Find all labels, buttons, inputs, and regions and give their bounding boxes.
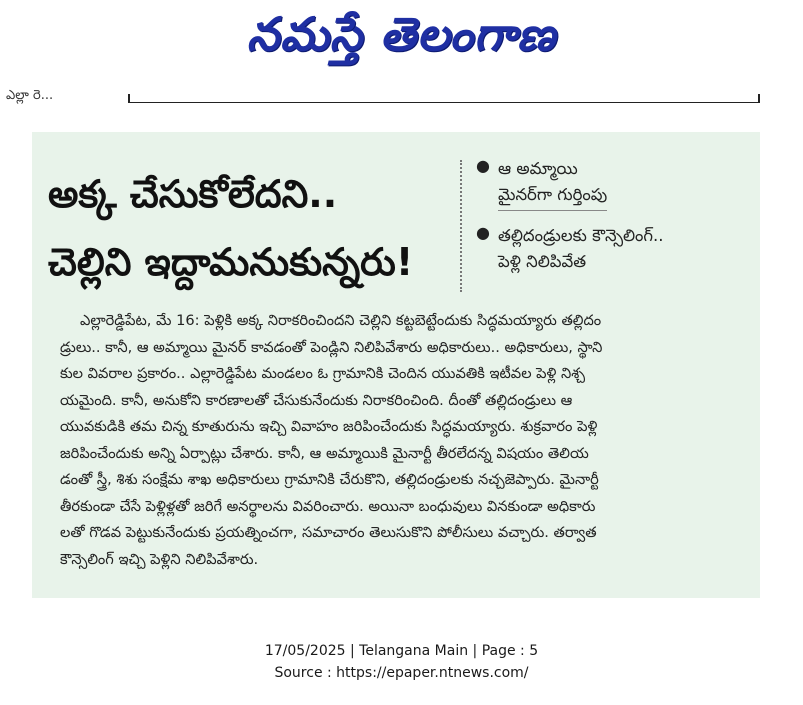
page-header-strip xyxy=(0,88,803,110)
masthead xyxy=(0,0,803,80)
body-line: లతో గొడవ పెట్టుకునేందుకు ప్రయత్నించగా, సమాచారం తెలుసుకొని పోలీసులు వచ్చారు. తర్వాత xyxy=(60,524,597,541)
body-line: కౌన్సెలింగ్ ఇచ్చి పెళ్లిని నిలిపివేశారు. xyxy=(60,550,259,568)
bullet-line: మైనర్‌గా గుర్తింపు xyxy=(498,182,607,211)
footer-date-edition: 17/05/2025 | Telangana Main | Page : 5 xyxy=(264,643,539,659)
body-line: జరిపించేందుకు అన్ని ఏర్పాట్లు చేశారు. కానీ, ఆ అమ్మాయికి మైనార్టీ తీరలేదన్న విషయం తెలియ xyxy=(60,444,589,462)
divider-tick-left xyxy=(128,94,130,103)
body-line: యువకుడికి తమ చిన్న కూతురును ఇచ్చి వివాహం జరిపించేందుకు సిద్ధమయ్యారు. శుక్రవారం పెళ్లి xyxy=(60,418,598,435)
headline-line-1: అక్క చేసుకోలేదని.. xyxy=(48,172,338,216)
body-line: తీరకుండా చేసే పెళ్లిళ్లతో జరిగే అనర్థాలను వివరించారు. అయినా బంధువులు వినకుండా అధికారు xyxy=(60,497,596,515)
bullet-line: ఆ అమ్మాయి xyxy=(498,159,578,178)
article-body xyxy=(60,308,750,573)
body-line: కుల వివరాల ప్రకారం.. ఎల్లారెడ్డిపేట మండలం ఓ గ్రామానికి చెందిన యువతికి ఇటీవల పెళ్లి నిశ్చ xyxy=(60,365,586,382)
bullet-line: పెళ్లి నిలిపివేత xyxy=(498,252,587,271)
body-line: యమైంది. కానీ, అనుకోని కారణాలతో చేసుకునేందుకు నిరాకరించింది. దీంతో తల్లిదండ్రులు ఆ xyxy=(60,391,573,409)
header-divider xyxy=(128,102,760,103)
footer-source: Source : https://epaper.ntnews.com/ xyxy=(274,665,529,681)
body-line: డ్రులు.. కానీ, ఆ అమ్మాయి మైనర్ కావడంతో పెండ్లిని నిలిపివేశారు అధికారులు.. అధికారులు, స్థాని xyxy=(60,338,603,356)
bullet-dot-icon: ● xyxy=(476,156,490,175)
headline xyxy=(48,160,488,296)
page-header-text: ఎల్లా రె... xyxy=(6,88,54,103)
divider-tick-right xyxy=(758,94,760,103)
body-line: డంతో స్త్రీ, శిశు సంక్షేమ శాఖ అధికారులు గ్రామానికి చేరుకొని, తల్లిదండ్రులకు నచ్చజెప్పారు. మైనార్టీ xyxy=(60,471,599,488)
article-clipping xyxy=(32,132,760,598)
headline-line-2: చెల్లిని ఇద్దామనుకున్నరు! xyxy=(48,240,414,284)
highlight-bullets xyxy=(476,156,756,287)
bullet-line: తల్లిదండ్రులకు కౌన్సెలింగ్.. xyxy=(498,226,664,245)
newspaper-title: నమస్తే తెలంగాణ xyxy=(246,7,557,61)
bullet-dot-icon: ● xyxy=(476,223,490,242)
highlight-bullet xyxy=(476,223,756,275)
footer-caption xyxy=(0,640,803,684)
body-line: ఎల్లారెడ్డిపేట, మే 16: పెళ్లికి అక్క నిరాకరించిందని చెల్లిని కట్టబెట్టేందుకు సిద్ధమయ్యారు తల్లిదం xyxy=(80,312,602,329)
highlight-bullet xyxy=(476,156,756,211)
headline-separator xyxy=(460,160,462,292)
